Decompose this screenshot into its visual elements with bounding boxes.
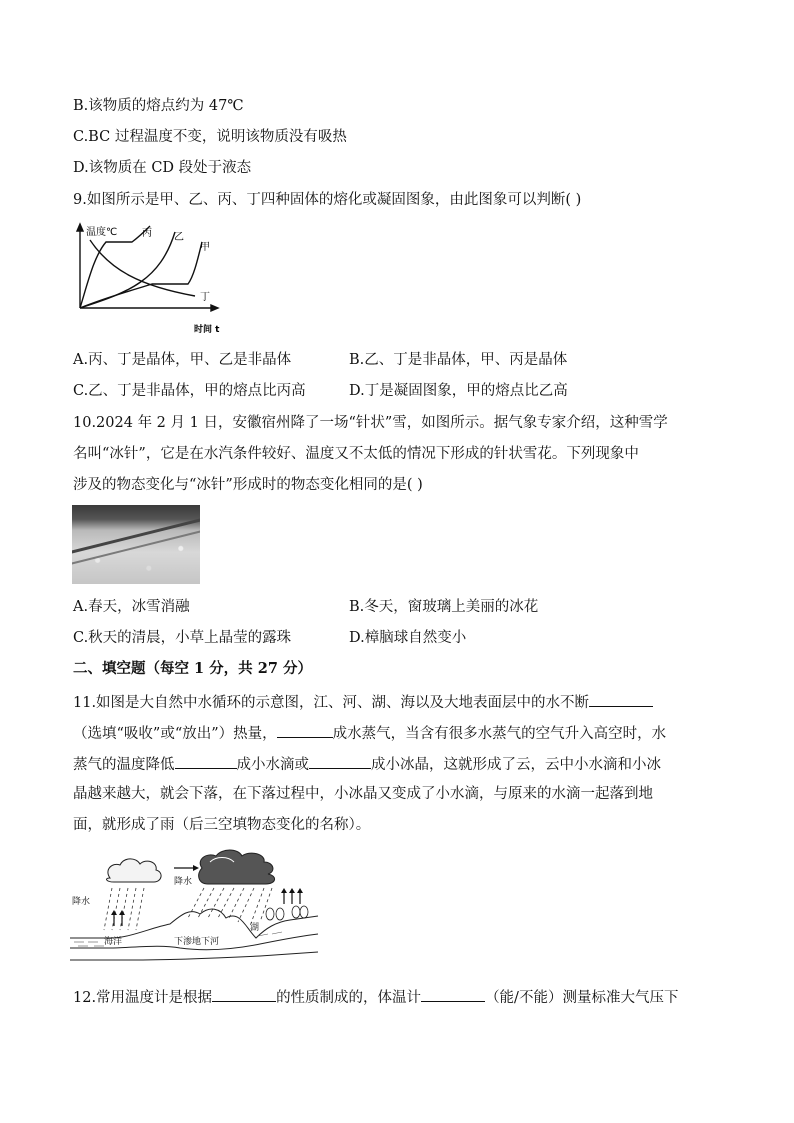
q8-option-d: D.该物质在 CD 段处于液态 — [73, 160, 252, 176]
melting-graph — [70, 222, 230, 337]
q12-text-b: 的性质制成的，体温计 — [276, 990, 422, 1006]
q10-option-d: D.樟脑球自然变小 — [349, 630, 467, 646]
section-title: 二、填空题（每空 1 分，共 27 分） — [73, 660, 312, 677]
q10-option-a: A.春天，冰雪消融 — [73, 599, 190, 615]
q8-option-c: C.BC 过程温度不变，说明该物质没有吸热 — [73, 129, 347, 145]
q11-line-4: 晶越来越大，就会下落，在下落过程中，小冰晶又变成了小水滴，与原来的水滴一起落到地 — [73, 786, 653, 802]
label-yi: 乙 — [174, 232, 184, 243]
q12-line-1 — [73, 986, 678, 1008]
q12-text-c: （能/不能）测量标准大气压下 — [485, 990, 679, 1006]
label-bing: 丙 — [142, 228, 152, 239]
ground-layer-2 — [70, 952, 318, 960]
x-axis-arrow-icon — [211, 305, 218, 311]
label-ding: 丁 — [200, 292, 210, 303]
q11-line-2 — [73, 722, 666, 744]
q9-option-c: C.乙、丁是非晶体，甲的熔点比丙高 — [73, 383, 306, 399]
q10-line-3: 涉及的物态变化与“冰针”形成时的物态变化相同的是( ) — [73, 477, 423, 493]
q9-option-a: A.丙、丁是晶体，甲、乙是非晶体 — [73, 352, 292, 368]
label-ocean: 海洋 — [104, 937, 123, 947]
graph-xlabel: 时间 t — [194, 325, 220, 335]
graph-ylabel: 温度℃ — [86, 227, 118, 238]
q11-blank-2[interactable] — [277, 722, 333, 738]
snow-photo — [72, 505, 200, 584]
q9-option-b: B.乙、丁是非晶体，甲、丙是晶体 — [349, 352, 568, 368]
label-rain-top: 降水 — [174, 877, 193, 887]
q11-text-2b: 成水蒸气，当含有很多水蒸气的空气升入高空时，水 — [332, 726, 667, 742]
q11-blank-4[interactable] — [309, 753, 371, 769]
q8-option-b: B.该物质的熔点约为 47℃ — [73, 98, 244, 114]
q10-line-2: 名叫“冰针”，它是在水汽条件较好、温度又不太低的情况下形成的针状雪花。下列现象中 — [73, 446, 639, 462]
q10-option-c: C.秋天的清晨，小草上晶莹的露珠 — [73, 630, 292, 646]
curve-yi — [80, 232, 175, 308]
cloud-right — [199, 850, 275, 884]
cloud-left — [107, 859, 162, 882]
q11-line-1 — [73, 691, 653, 713]
y-axis-arrow-icon — [77, 224, 83, 231]
q11-line-5: 面，就形成了雨（后三空填物态变化的名称）。 — [73, 817, 371, 833]
q11-blank-1[interactable] — [589, 691, 653, 707]
q10-option-b: B.冬天，窗玻璃上美丽的冰花 — [349, 599, 539, 615]
q11-blank-3[interactable] — [175, 753, 237, 769]
q11-text-3a: 蒸气的温度降低 — [73, 757, 175, 773]
q12-blank-2[interactable] — [421, 986, 485, 1002]
label-jia: 甲 — [200, 242, 210, 253]
water-cycle-diagram — [70, 848, 320, 970]
label-underground-river: 下渗地下河 — [174, 937, 220, 947]
q11-text-2a: （选填“吸收”或“放出”）热量， — [73, 726, 277, 742]
q11-text-1: 11.如图是大自然中水循环的示意图，江、河、湖、海以及大地表面层中的水不断 — [73, 695, 590, 711]
q10-line-1: 10.2024 年 2 月 1 日，安徽宿州降了一场“针状”雪，如图所示。据气象专家介绍，这种雪学 — [73, 415, 668, 431]
q11-line-3 — [73, 753, 661, 775]
q12-text-a: 12.常用温度计是根据 — [73, 990, 213, 1006]
wind-arrow-icon — [193, 865, 199, 871]
q11-text-3b: 成小水滴或 — [236, 757, 309, 773]
q12-blank-1[interactable] — [212, 986, 276, 1002]
q9-option-d: D.丁是凝固图象，甲的熔点比乙高 — [349, 383, 568, 399]
q9-stem: 9.如图所示是甲、乙、丙、丁四种固体的熔化或凝固图象，由此图象可以判断( ) — [73, 192, 582, 208]
q11-text-3c: 成小冰晶，这就形成了云，云中小水滴和小冰 — [371, 757, 661, 773]
label-lake: 湖 — [250, 923, 260, 933]
label-rain-left: 降水 — [72, 897, 91, 907]
